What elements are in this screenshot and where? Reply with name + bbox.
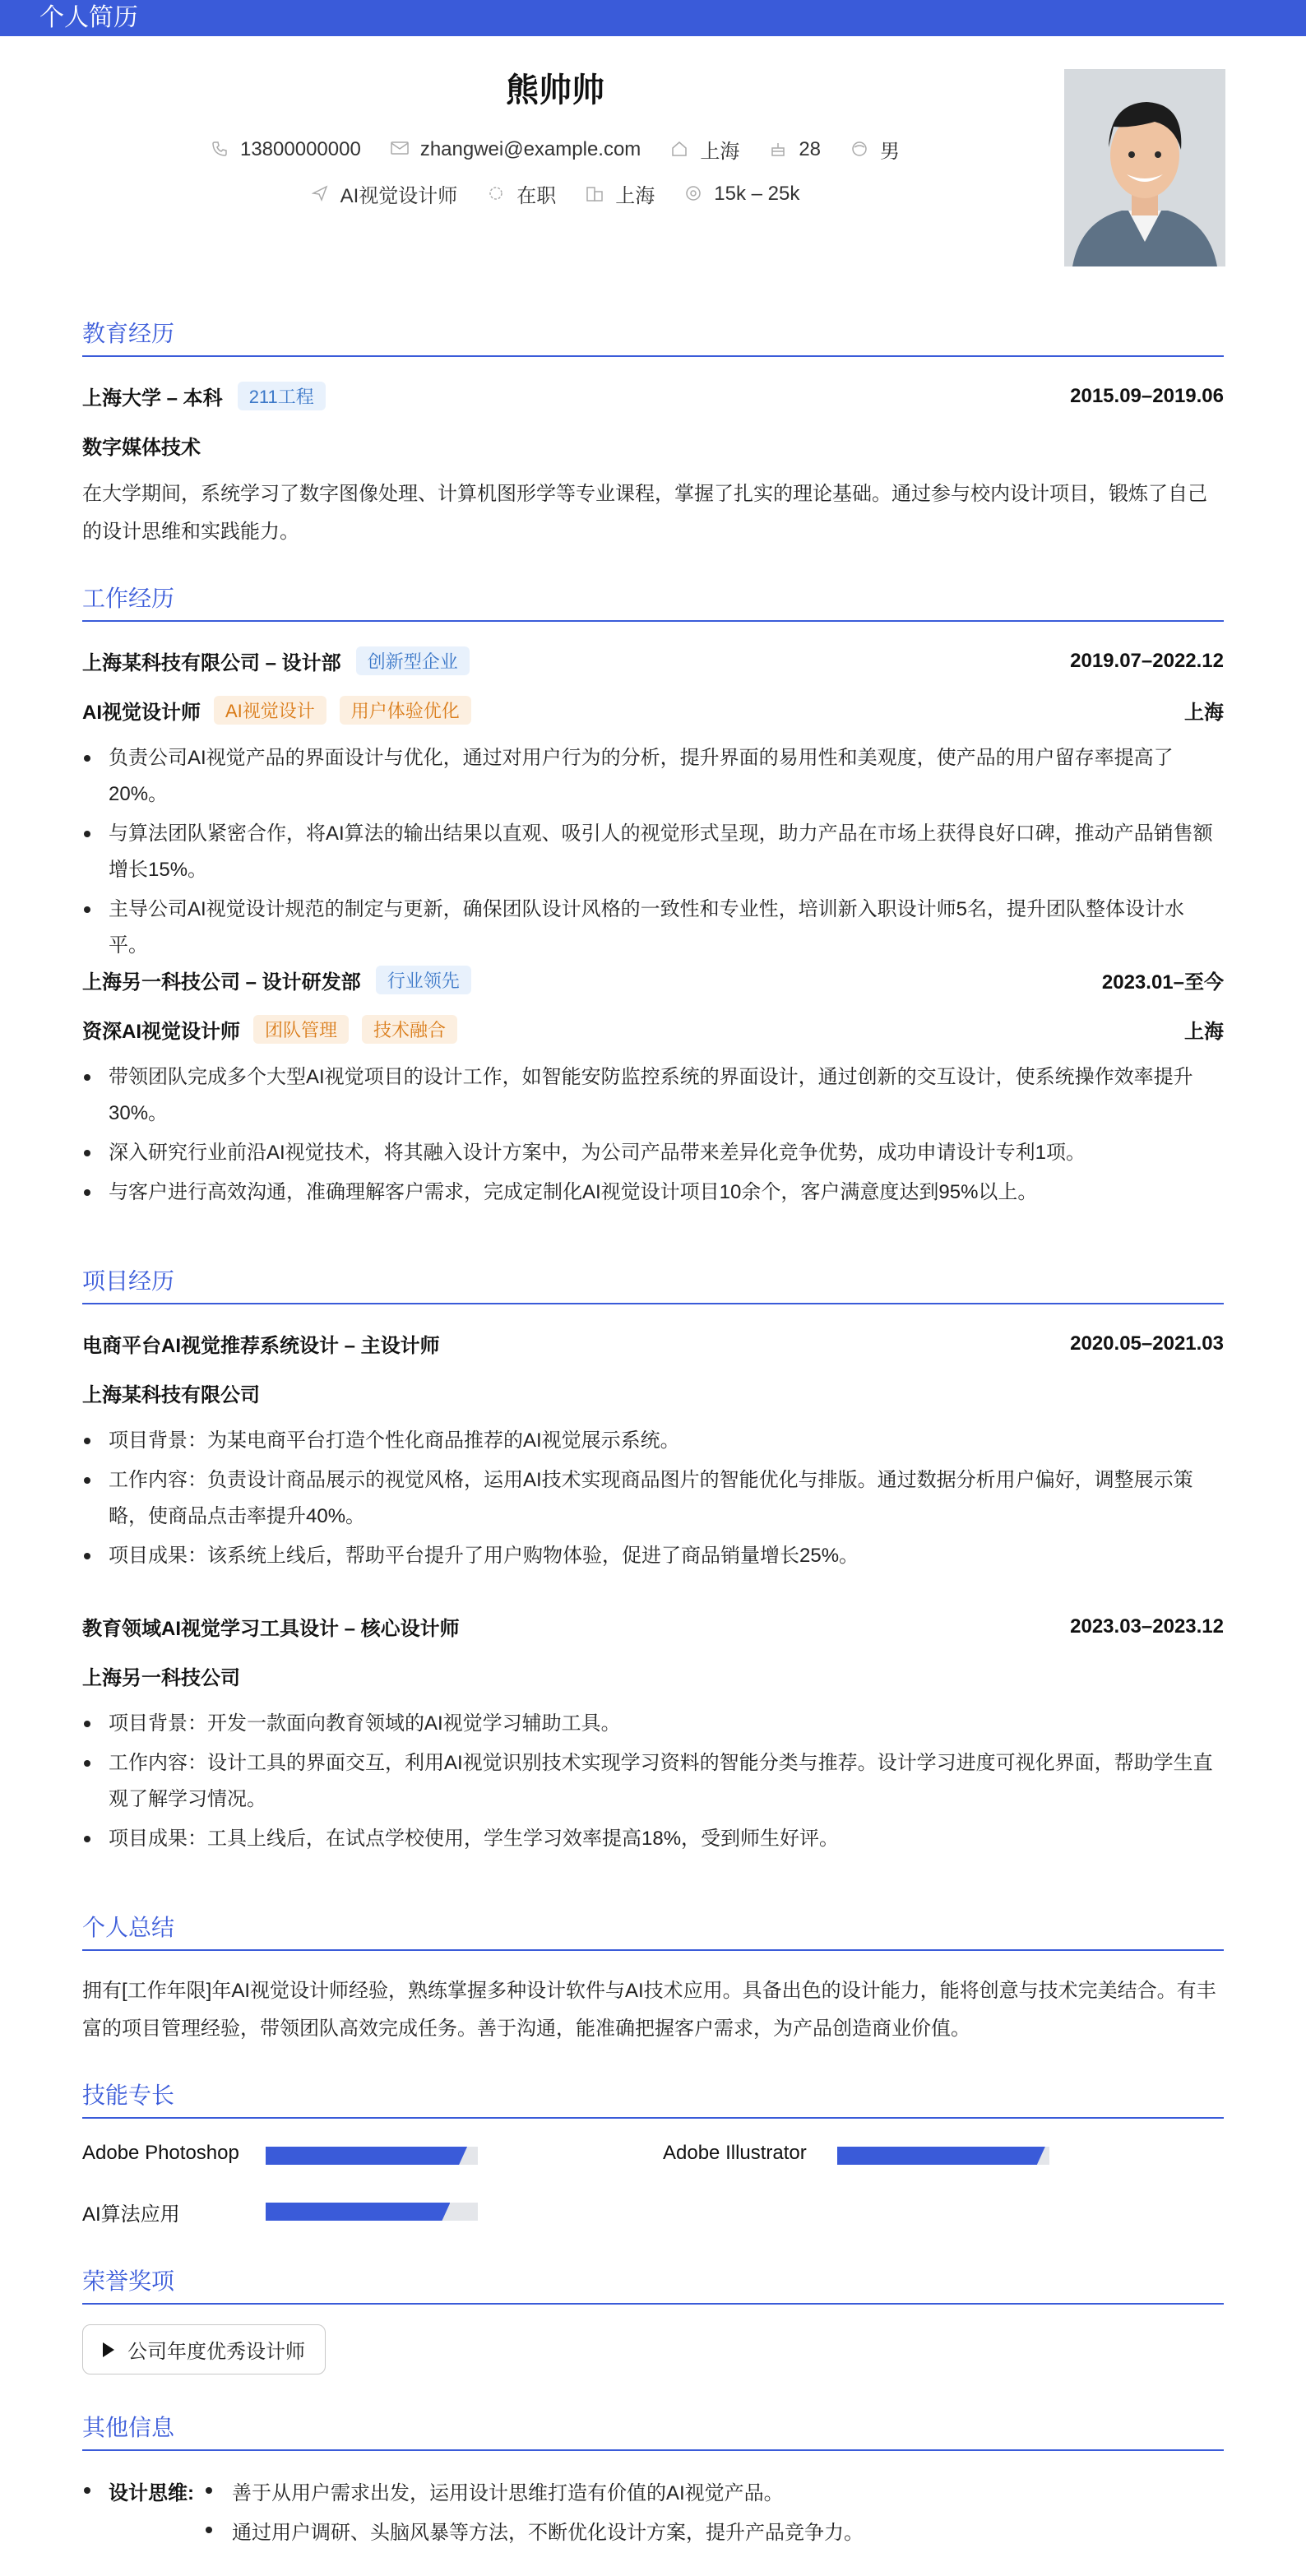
skill-bar-fill [266, 2147, 467, 2165]
candidate-name: 熊帅帅 [506, 72, 604, 109]
list-item: 项目成果：该系统上线后，帮助平台提升了用户购物体验，促进了商品销量增长25%。 [82, 1538, 1224, 1574]
list-item: 工作内容：负责设计商品展示的视觉风格，运用AI技术实现商品图片的智能优化与排版。通过数据分析用户偏好，调整展示策略，使商品点击率提升40%。 [82, 1462, 1224, 1535]
education-major: 数字媒体技术 [82, 437, 201, 459]
play-icon [103, 2342, 114, 2357]
job-2-city: 上海 [1184, 1021, 1224, 1043]
target-city-item [586, 179, 655, 208]
salary-text: 15k – 25k [714, 182, 800, 205]
list-item: 主导公司AI视觉设计规范的制定与更新，确保团队设计风格的一致性和专业性，培训新入职设计师5名，提升团队整体设计水平。 [82, 892, 1224, 964]
phone-item [211, 138, 361, 161]
other-row [82, 2510, 864, 2550]
section-title-summary: 个人总结 [82, 1910, 1224, 1951]
job-2-skill-tag: 团队管理 [253, 1015, 349, 1044]
skill-name: AI算法应用 [82, 2203, 180, 2226]
profile-photo [1064, 69, 1225, 266]
job-2-position-row [82, 1015, 1224, 1044]
email-text: zhangwei@example.com [419, 137, 641, 160]
status-item [487, 179, 556, 208]
education-major-row [82, 431, 1224, 460]
cake-icon [769, 141, 787, 159]
project-1-details [82, 1423, 1224, 1578]
job-1-skill-tag: 用户体验优化 [340, 696, 471, 725]
list-item: 负责公司AI视觉产品的界面设计与优化，通过对用户行为的分析，提升界面的易用性和美观度，使产品的用户留存率提高了20%。 [82, 740, 1224, 813]
job-2-tag: 行业领先 [376, 966, 471, 994]
job-2-duties [82, 1059, 1224, 1214]
list-item: 项目成果：工具上线后，在试点学校使用，学生学习效率提高18%，受到师生好评。 [82, 1821, 1224, 1857]
gender-text: 男 [880, 141, 901, 163]
skill-name: Adobe Illustrator [663, 2142, 807, 2164]
project-1-name: 电商平台AI视觉推荐系统设计 – 主设计师 [82, 1335, 440, 1357]
list-item: 深入研究行业前沿AI视觉技术，将其融入设计方案中，为公司产品带来差异化竞争优势，成功申请设计专利1项。 [82, 1135, 1224, 1171]
job-item [311, 179, 458, 208]
age-item [769, 138, 821, 161]
gender-item [850, 135, 900, 164]
skill-name: Adobe Photoshop [82, 2142, 239, 2164]
project-2-date: 2023.03–2023.12 [1070, 1615, 1224, 1638]
skill-bar [266, 2147, 478, 2165]
home-icon [670, 141, 688, 159]
send-icon [311, 185, 329, 203]
job-1-header [82, 646, 1224, 675]
target-city-text: 上海 [615, 185, 655, 207]
list-item: 工作内容：设计工具的界面交互，利用AI视觉识别技术实现学习资料的智能分类与推荐。设计学习进度可视化界面，帮助学生直观了解学习情况。 [82, 1745, 1224, 1818]
bullet-dot [206, 2527, 212, 2533]
city-text: 上海 [700, 141, 740, 163]
job-1-company: 上海某科技有限公司 – 设计部 [82, 652, 341, 674]
section-title-projects: 项目经历 [82, 1263, 1224, 1304]
job-1-date: 2019.07–2022.12 [1070, 649, 1224, 672]
status-text: 在职 [516, 185, 557, 207]
list-item: 带领团队完成多个大型AI视觉项目的设计工作，如智能安防监控系统的界面设计，通过创新的交互设计，使系统操作效率提升30%。 [82, 1059, 1224, 1132]
contact-row [0, 135, 1110, 164]
job-text: AI视觉设计师 [340, 185, 458, 207]
phone-text: 13800000000 [239, 137, 361, 160]
other-item: 善于从用户需求出发，运用设计思维打造有价值的AI视觉产品。 [232, 2481, 784, 2504]
section-title-other: 其他信息 [82, 2410, 1224, 2451]
salary-item [684, 183, 799, 206]
project-2-company: 上海另一科技公司 [82, 1667, 240, 1689]
other-info [82, 2471, 864, 2550]
education-desc: 在大学期间，系统学习了数字图像处理、计算机图形学等专业课程，掌握了扎实的理论基础。通过参与校内设计项目，锻炼了自己的设计思维和实践能力。 [82, 483, 1207, 543]
honor-item[interactable] [82, 2324, 326, 2374]
status-icon [487, 185, 505, 203]
project-2-header [82, 1612, 1224, 1641]
skill-bar-fill [837, 2147, 1045, 2165]
city-item [670, 135, 739, 164]
age-text: 28 [799, 137, 822, 160]
building-icon [586, 185, 604, 203]
project-2-company-row [82, 1661, 1224, 1690]
skill-bar [266, 2203, 478, 2221]
job-1-tag: 创新型企业 [356, 646, 470, 675]
summary-text: 拥有[工作年限]年AI视觉设计师经验，熟练掌握多种设计软件与AI技术应用。具备出色的设计能力，能将创意与技术完美结合。有丰富的项目管理经验，带领团队高效完成任务。善于沟通，能准确把握客户需求，为产品创造商业价值。 [82, 1980, 1216, 2040]
section-title-skills: 技能专长 [82, 2078, 1224, 2119]
project-1-header [82, 1329, 1224, 1358]
education-date: 2015.09–2019.06 [1070, 384, 1224, 407]
job-1-position: AI视觉设计师 [82, 702, 201, 724]
school-name: 上海大学 – 本科 [82, 387, 223, 410]
job-2-company: 上海另一科技公司 – 设计研发部 [82, 971, 361, 994]
skill-bar [837, 2147, 1049, 2165]
job-1-duties [82, 740, 1224, 967]
person-icon [850, 141, 868, 159]
project-1-date: 2020.05–2021.03 [1070, 1332, 1224, 1355]
job-2-date: 2023.01–至今 [1101, 971, 1224, 994]
mail-icon [391, 141, 409, 159]
email-item [391, 138, 641, 161]
project-1-company: 上海某科技有限公司 [82, 1384, 260, 1406]
job-2-header [82, 966, 1224, 994]
school-tag: 211工程 [238, 382, 326, 410]
phone-icon [211, 141, 229, 159]
honor-text: 公司年度优秀设计师 [127, 2341, 305, 2363]
project-2-details [82, 1706, 1224, 1860]
job-2-skill-tag: 技术融合 [362, 1015, 457, 1044]
money-icon [684, 185, 702, 203]
job-row [0, 179, 1110, 208]
other-row [82, 2471, 864, 2510]
bullet-dot [84, 2487, 90, 2494]
section-title-education: 教育经历 [82, 316, 1224, 357]
section-title-work: 工作经历 [82, 581, 1224, 622]
skill-bar-fill [266, 2203, 450, 2221]
bullet-dot [206, 2487, 212, 2494]
job-1-skill-tag: AI视觉设计 [214, 696, 326, 725]
list-item: 项目背景：开发一款面向教育领域的AI视觉学习辅助工具。 [82, 1706, 1224, 1742]
job-2-position: 资深AI视觉设计师 [82, 1021, 240, 1043]
list-item: 与算法团队紧密合作，将AI算法的输出结果以直观、吸引人的视觉形式呈现，助力产品在市场上获得良好口碑，推动产品销售额增长15%。 [82, 816, 1224, 888]
education-header [82, 382, 1224, 410]
project-2-name: 教育领域AI视觉学习工具设计 – 核心设计师 [82, 1618, 460, 1640]
other-label: 设计思维: [109, 2481, 194, 2504]
job-1-position-row [82, 696, 1224, 725]
list-item: 项目背景：为某电商平台打造个性化商品推荐的AI视觉展示系统。 [82, 1423, 1224, 1459]
job-1-city: 上海 [1184, 702, 1224, 724]
list-item: 与客户进行高效沟通，准确理解客户需求，完成定制化AI视觉设计项目10余个，客户满意度达到95%以上。 [82, 1174, 1224, 1211]
section-title-honors: 荣誉奖项 [82, 2263, 1224, 2305]
project-1-company-row [82, 1378, 1224, 1407]
top-bar-title: 个人简历 [0, 0, 1306, 36]
other-item: 通过用户调研、头脑风暴等方法，不断优化设计方案，提升产品竞争力。 [232, 2521, 864, 2544]
